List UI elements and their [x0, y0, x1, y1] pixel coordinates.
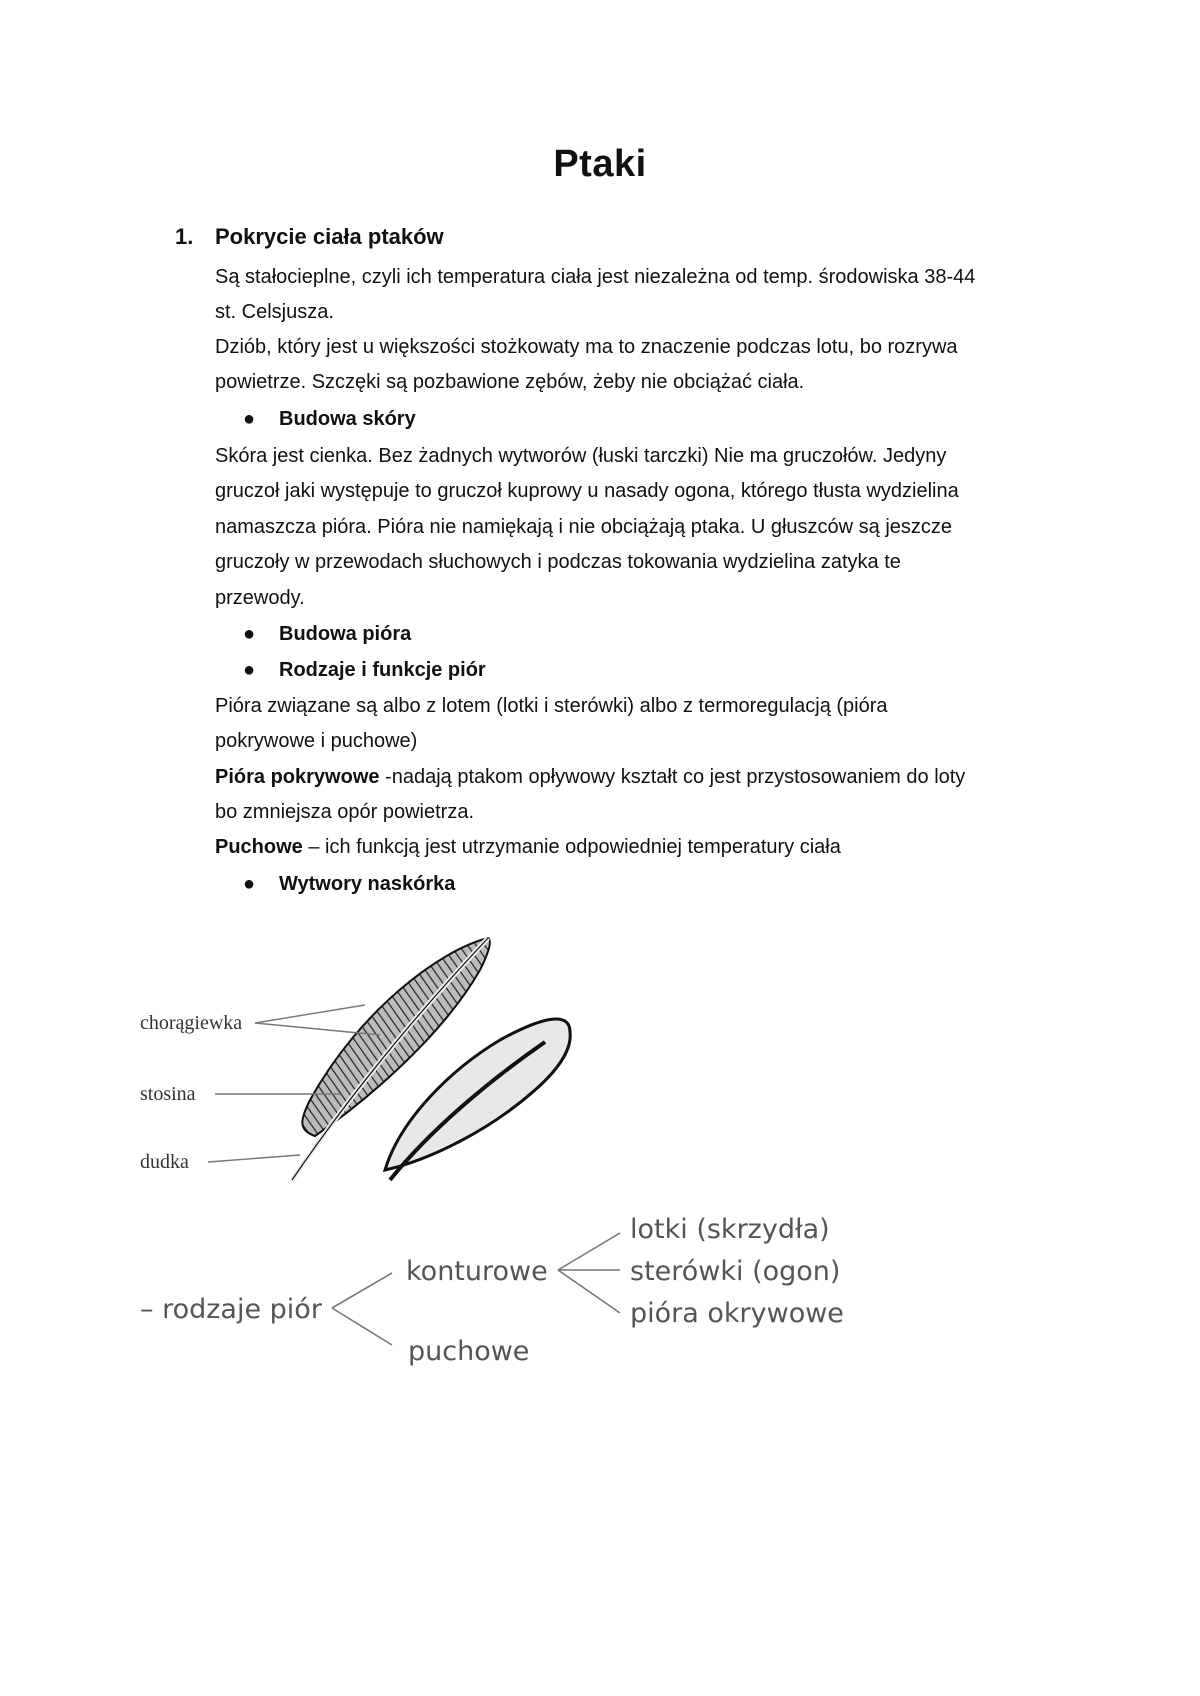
puchowe-line	[215, 836, 841, 859]
skin-line-4: gruczoły w przewodach słuchowych i podczas tokowania wydzielina zatyka te	[215, 551, 901, 573]
bullet-dot: ●	[243, 408, 256, 430]
bullet-feather-types: Rodzaje i funkcje piór	[279, 659, 486, 681]
bullet-epidermis-products: Wytwory naskórka	[279, 873, 456, 895]
bullet-dot: ●	[243, 623, 256, 645]
tree-branch-contour: konturowe	[406, 1256, 548, 1287]
section-number: 1.	[175, 224, 194, 249]
pokrywowe-line-2: bo zmniejsza opór powietrza.	[215, 801, 475, 823]
section-heading: Pokrycie ciała ptaków	[215, 224, 444, 249]
tree-connectors	[332, 1233, 620, 1345]
feather-types-diagram	[140, 1205, 860, 1375]
page-title: Ptaki	[553, 143, 647, 185]
pokrywowe-line-1	[215, 766, 965, 789]
bullet-feather-structure: Budowa pióra	[279, 623, 412, 645]
types-line-2: pokrywowe i puchowe)	[215, 730, 418, 752]
pokrywowe-definition: -nadają ptakom opływowy kształt co jest przystosowaniem do loty	[379, 766, 966, 788]
pokrywowe-term: Pióra pokrywowe	[215, 766, 380, 788]
tree-root: – rodzaje piór	[140, 1294, 322, 1325]
feather-illustration	[140, 930, 600, 1190]
intro-line-2: st. Celsjusza.	[215, 301, 334, 323]
tree-branch-down: puchowe	[408, 1336, 530, 1367]
bullet-skin-structure: Budowa skóry	[279, 408, 416, 430]
tree-leaf-tail: sterówki (ogon)	[630, 1256, 841, 1287]
label-vane: chorągiewka	[140, 1012, 243, 1034]
bullet-dot: ●	[243, 659, 256, 681]
label-shaft: stosina	[140, 1083, 196, 1105]
tree-leaf-covert: pióra okrywowe	[630, 1298, 844, 1329]
intro-line-4: powietrze. Szczęki są pozbawione zębów, żeby nie obciążać ciała.	[215, 371, 805, 393]
skin-line-3: namaszcza pióra. Pióra nie namiękają i nie obciążają ptaka. U głuszców są jeszcze	[215, 516, 953, 538]
skin-line-1: Skóra jest cienka. Bez żadnych wytworów (łuski tarczki) Nie ma gruczołów. Jedyny	[215, 445, 947, 467]
puchowe-term: Puchowe	[215, 836, 303, 858]
puchowe-definition: – ich funkcją jest utrzymanie odpowiedniej temperatury ciała	[302, 836, 841, 858]
intro-line-1: Są stałocieplne, czyli ich temperatura ciała jest niezależna od temp. środowiska 38-44	[215, 266, 976, 288]
contour-feather-icon	[292, 938, 490, 1180]
label-quill: dudka	[140, 1151, 189, 1173]
intro-line-3: Dziób, który jest u większości stożkowaty ma to znaczenie podczas lotu, bo rozrywa	[215, 336, 958, 358]
types-line-1: Pióra związane są albo z lotem (lotki i sterówki) albo z termoregulacją (pióra	[215, 695, 888, 717]
tree-leaf-flight: lotki (skrzydła)	[630, 1214, 830, 1245]
skin-line-5: przewody.	[215, 587, 305, 609]
bullet-dot: ●	[243, 873, 256, 895]
skin-line-2: gruczoł jaki występuje to gruczoł kuprowy u nasady ogona, którego tłusta wydzielina	[215, 480, 959, 502]
